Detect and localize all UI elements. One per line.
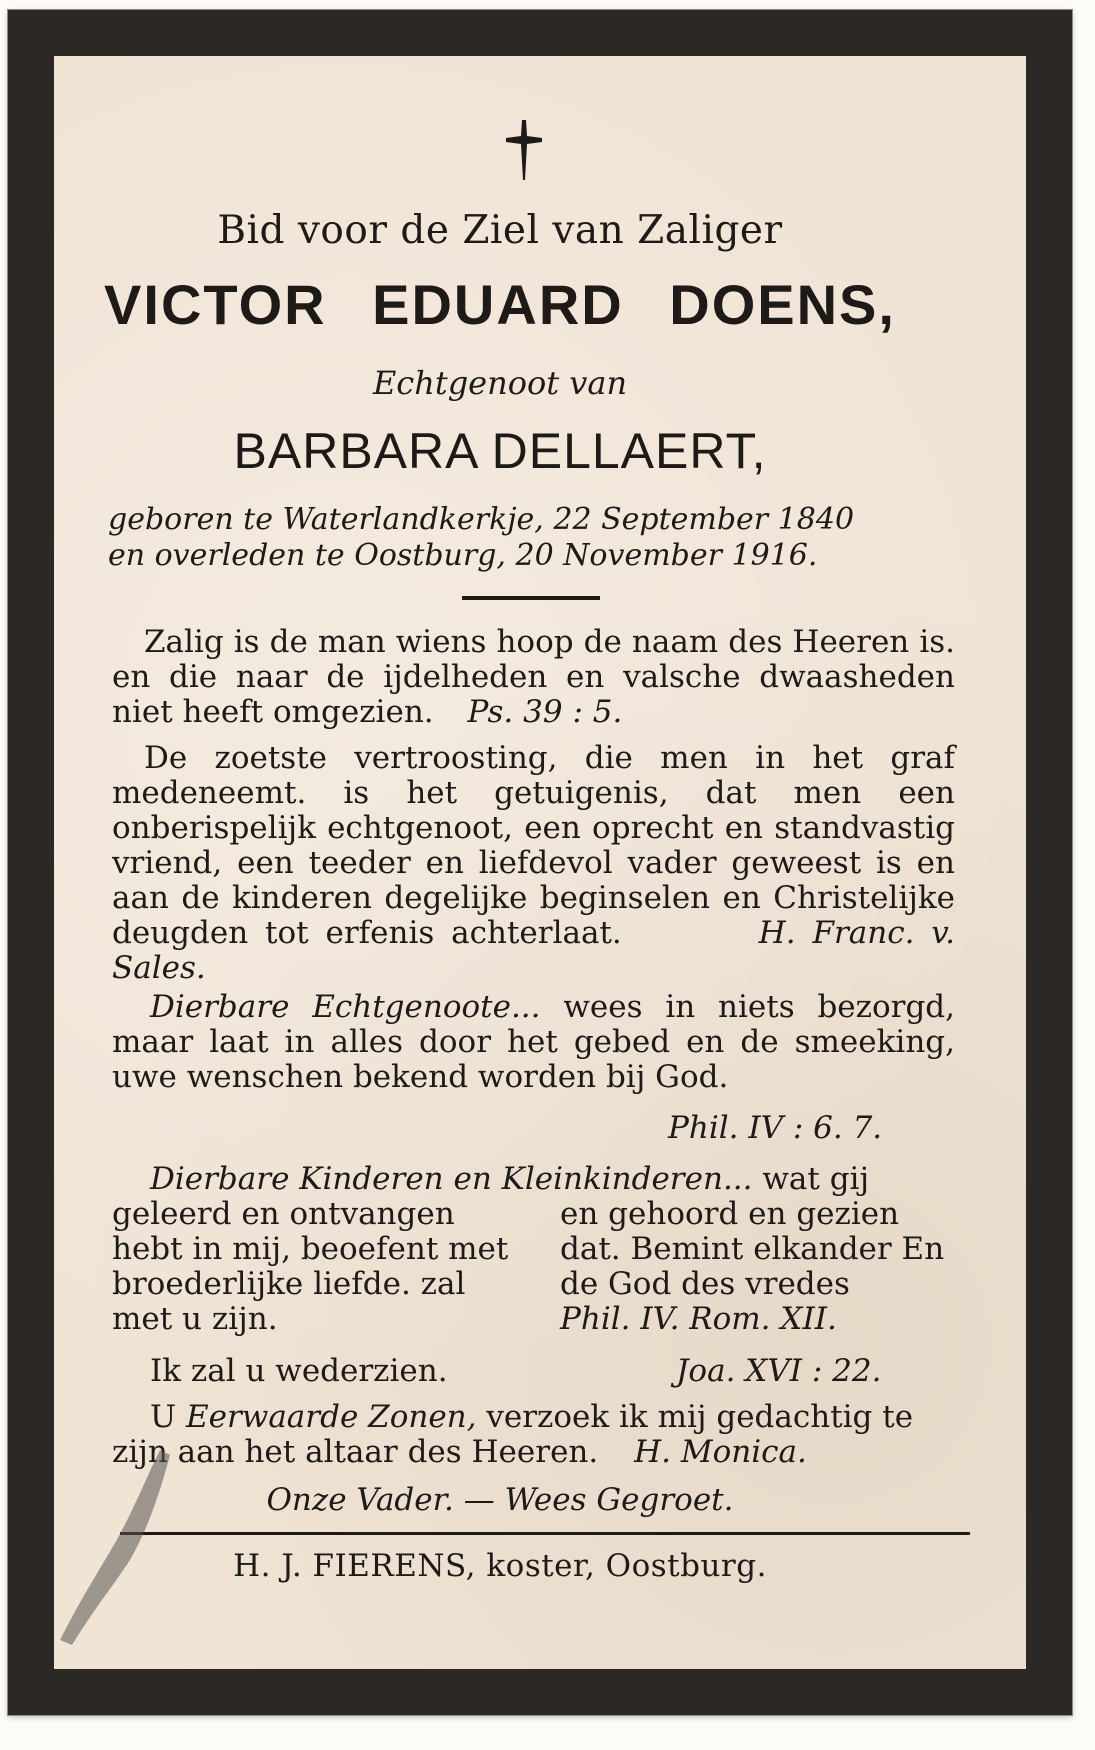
footer-divider xyxy=(120,1532,970,1535)
born-line: geboren te Waterlandkerkje, 22 September 1840 xyxy=(108,502,855,537)
children-tail: wat gij xyxy=(762,1161,870,1197)
see-again-line: Ik zal u wederzien. xyxy=(150,1353,448,1389)
life-dates xyxy=(108,502,968,574)
prayer-line: Onze Vader. — Wees Gegroet. xyxy=(266,1482,734,1518)
paragraph-psalm xyxy=(112,625,955,730)
monica-start: U xyxy=(150,1399,177,1435)
children-right-column xyxy=(560,1197,955,1337)
short-divider xyxy=(462,596,600,600)
died-line: en overleden te Oostburg, 20 November 1916. xyxy=(108,538,818,573)
children-left-column: geleerd en ontvangen hebt in mij, beoefent met broederlijke liefde. zal met u zijn. xyxy=(112,1196,509,1337)
children-ref: Phil. IV. Rom. XII. xyxy=(560,1301,837,1337)
paragraph-spouse xyxy=(112,990,955,1095)
psalm-text: Zalig is de man wiens hoop de naam des Heeren is. en die naar de ijdelheden en valsche dwaasheden niet heeft omgezien. xyxy=(112,624,955,730)
printer-line: H. J. FIERENS, koster, Oostburg. xyxy=(233,1548,767,1584)
psalm-ref: Ps. 39 : 5. xyxy=(467,694,623,730)
phil-ref: Phil. IV : 6. 7. xyxy=(668,1110,883,1146)
cross-icon xyxy=(502,118,546,184)
children-right-text: en gehoord en gezien dat. Bemint elkander En de God des vredes xyxy=(560,1196,945,1302)
children-lead: Dierbare Kinderen en Kleinkinderen... xyxy=(150,1161,753,1197)
spouse-of-label: Echtgenoot van xyxy=(372,364,628,402)
sales-text: De zoetste vertroosting, die men in het graf medeneemt. is het getuigenis, dat men een onberispelijk echtgenoot, een oprecht en standvastig vriend, een teeder en liefdevol vader geweest is en aan de kinderen degelijke beginselen en Christelijke deugden tot erfenis achterlaat. xyxy=(112,740,955,951)
paragraph-monica xyxy=(112,1400,972,1470)
john-ref: Joa. XVI : 22. xyxy=(676,1353,882,1389)
sales-ref: H. Franc. v. Sales. xyxy=(112,915,956,986)
monica-sons: Eerwaarde Zonen, xyxy=(186,1399,477,1435)
monica-ref: H. Monica. xyxy=(634,1434,807,1470)
ink-stain xyxy=(50,1440,180,1650)
spouse-text: wees in niets bezorgd, maar laat in alles door het gebed en de smeeking, uwe wenschen bekend worden bij God. xyxy=(112,989,956,1095)
spouse-name: BARBARA DELLAERT, xyxy=(233,423,767,479)
deceased-name: VICTOR EDUARD DOENS, xyxy=(104,273,896,336)
spouse-lead: Dierbare Echtgenoote... xyxy=(150,989,541,1025)
intro-line: Bid voor de Ziel van Zaliger xyxy=(217,208,783,253)
paragraph-sales xyxy=(112,741,955,986)
paragraph-children-lead xyxy=(112,1162,955,1197)
monica-text: verzoek ik mij gedachtig te zijn aan het altaar des Heeren. xyxy=(112,1399,914,1470)
